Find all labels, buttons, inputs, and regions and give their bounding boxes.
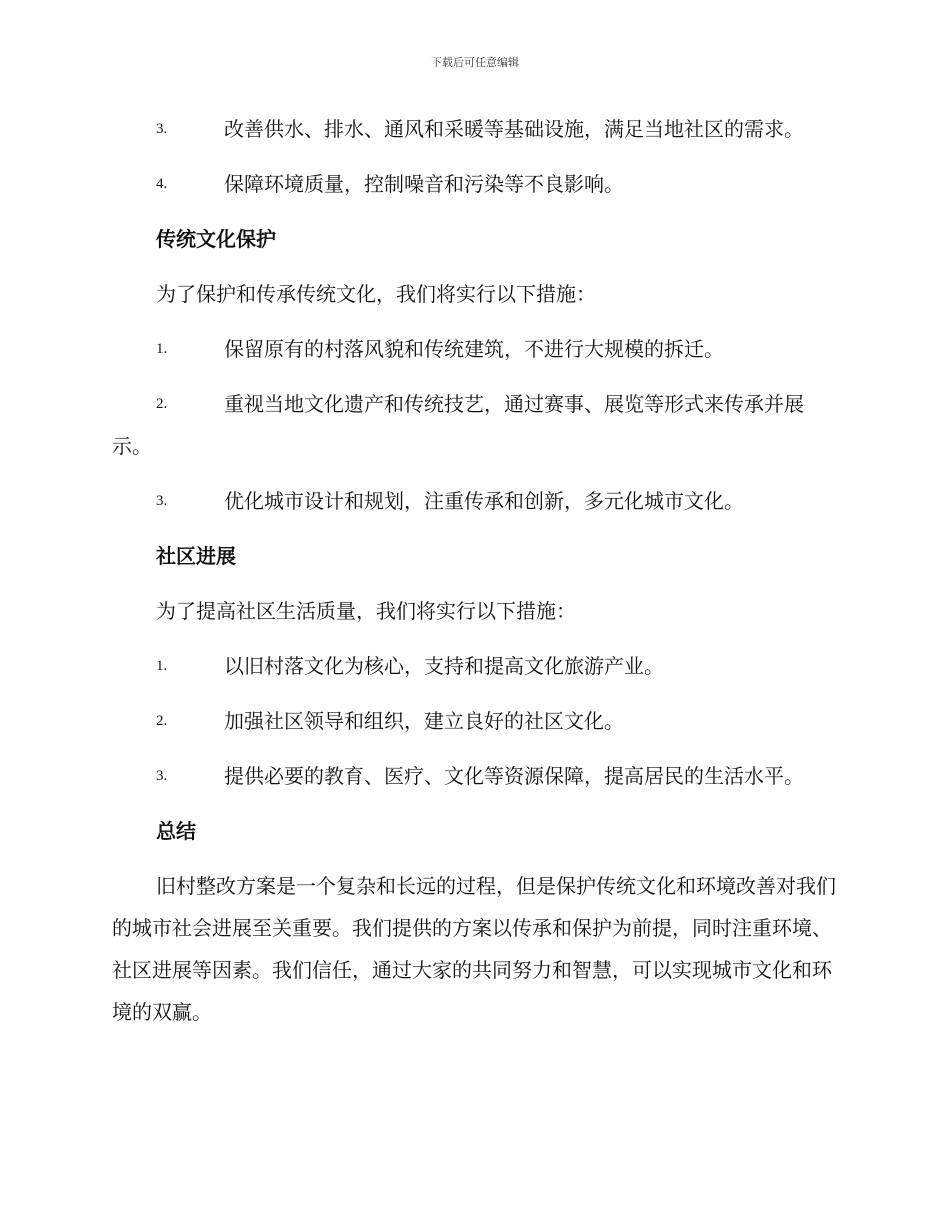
list-item (112, 755, 836, 797)
list-number: 3. (156, 768, 168, 784)
list-number: 2. (156, 713, 168, 729)
list-text: 以旧村落文化为核心，支持和提高文化旅游产业。 (224, 654, 664, 678)
list-number: 1. (156, 341, 168, 357)
list-text: 优化城市设计和规划，注重传承和创新，多元化城市文化。 (224, 489, 744, 513)
list-item (112, 700, 836, 742)
section-heading-summary: 总结 (156, 819, 196, 843)
section-intro-community: 为了提高社区生活质量，我们将实行以下措施： (156, 599, 576, 623)
list-text: 保留原有的村落风貌和传统建筑，不进行大规模的拆迁。 (224, 337, 724, 361)
section-heading-culture: 传统文化保护 (156, 227, 276, 251)
section-intro-culture: 为了保护和传承传统文化，我们将实行以下措施： (156, 282, 596, 306)
list-number: 3. (156, 121, 168, 137)
summary-paragraph: 旧村整改方案是一个复杂和长远的过程，但是保护传统文化和环境改善对我们的城市社会进展至关重要。我们提供的方案以传承和保护为前提，同时注重环境、社区进展等因素。我们信任，通过大家的共同努力和智慧，可以实现城市文化和环境的双赢。 (112, 874, 836, 1024)
list-item (112, 328, 836, 370)
page-header: 下载后可任意编辑 (431, 56, 519, 69)
list-text: 改善供水、排水、通风和采暖等基础设施，满足当地社区的需求。 (224, 117, 804, 141)
list-text: 提供必要的教育、医疗、文化等资源保障，提高居民的生活水平。 (224, 764, 804, 788)
list-number: 1. (156, 658, 168, 674)
list-number: 4. (156, 176, 168, 192)
list-number: 3. (156, 493, 168, 509)
section-heading-community: 社区进展 (156, 544, 236, 568)
list-text: 重视当地文化遗产和传统技艺，通过赛事、展览等形式来传承并展示。 (112, 392, 804, 458)
list-item (112, 480, 836, 522)
list-text: 保障环境质量，控制噪音和污染等不良影响。 (224, 172, 624, 196)
list-item (112, 108, 836, 150)
list-item (112, 163, 836, 205)
list-number: 2. (156, 396, 168, 412)
document-body (112, 108, 836, 1033)
list-item (112, 645, 836, 687)
list-item (112, 383, 836, 467)
list-text: 加强社区领导和组织，建立良好的社区文化。 (224, 709, 624, 733)
